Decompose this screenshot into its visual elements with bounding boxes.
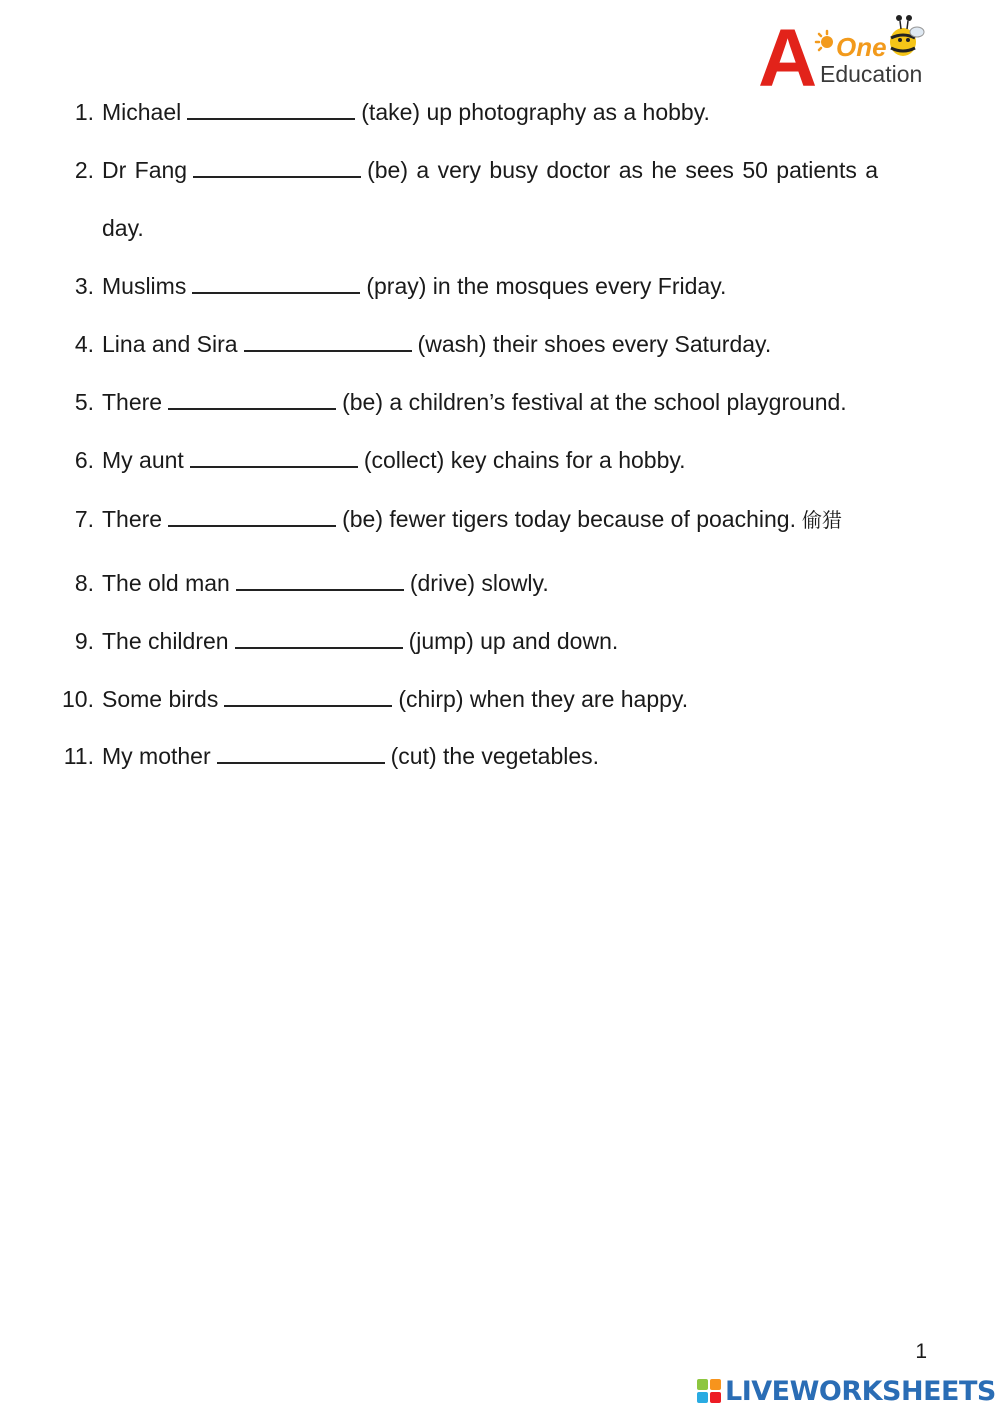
question-subject: Michael [102,99,182,125]
answer-blank[interactable] [236,569,404,591]
chinese-note: 偷猎 [801,508,842,532]
answer-blank[interactable] [190,446,358,468]
question-subject: Some birds [102,686,219,712]
question-number: 9. [74,628,94,654]
a-one-education-logo [758,8,933,96]
answer-blank[interactable] [168,388,336,410]
question-subject: There [102,506,163,532]
question-subject: Muslims [102,273,187,299]
answer-blank[interactable] [244,330,412,352]
answer-blank[interactable] [193,156,361,178]
answer-blank[interactable] [235,627,403,649]
question-rest: (collect) key chains for a hobby. [363,447,686,473]
logo-word-one: One [836,32,887,62]
logo-letter: A [758,13,818,96]
question-number: 3. [74,273,94,299]
question-rest: (take) up photography as a hobby. [361,99,710,125]
question-number: 7. [74,506,94,532]
liveworksheets-blocks-icon [697,1379,721,1403]
question-rest: (pray) in the mosques every Friday. [366,273,727,299]
page-number: 1 [915,1340,927,1363]
liveworksheets-logo[interactable] [697,1376,996,1406]
question-subject: The old man [102,570,230,596]
question-number: 10. [62,686,94,712]
question-number: 8. [74,570,94,596]
bee-icon [890,15,924,56]
question-number: 5. [74,389,94,415]
question-rest: (be) a children’s festival at the school playground. [342,389,847,415]
answer-blank[interactable] [187,98,355,120]
question-rest: (cut) the vegetables. [390,743,600,769]
question-subject: Lina and Sira [102,331,238,357]
question-number: 11. [63,743,94,769]
question-number: 1. [74,99,94,125]
liveworksheets-brand: LIVEWORKSHEETS [725,1375,996,1407]
question-subject: My aunt [102,447,184,473]
logo-word-education: Education [820,61,923,87]
question-rest: (wash) their shoes every Saturday. [417,331,772,357]
question-subject: There [102,389,163,415]
question-continuation: day. [102,215,144,241]
question-number: 2. [74,157,94,183]
answer-blank[interactable] [217,742,385,764]
question-number: 6. [74,447,94,473]
question-rest: (be) a very busy doctor as he sees 50 patients a [367,157,879,183]
question-subject: Dr Fang [102,157,188,183]
question-subject: My mother [102,743,211,769]
sun-icon [816,31,833,50]
question-number: 4. [74,331,94,357]
answer-blank[interactable] [192,272,360,294]
answer-blank[interactable] [224,685,392,707]
question-rest: (drive) slowly. [409,570,549,596]
answer-blank[interactable] [168,505,336,527]
question-rest: (chirp) when they are happy. [398,686,689,712]
question-rest: (be) fewer tigers today because of poaching. [342,506,796,532]
question-rest: (jump) up and down. [408,628,619,654]
question-subject: The children [102,628,229,654]
